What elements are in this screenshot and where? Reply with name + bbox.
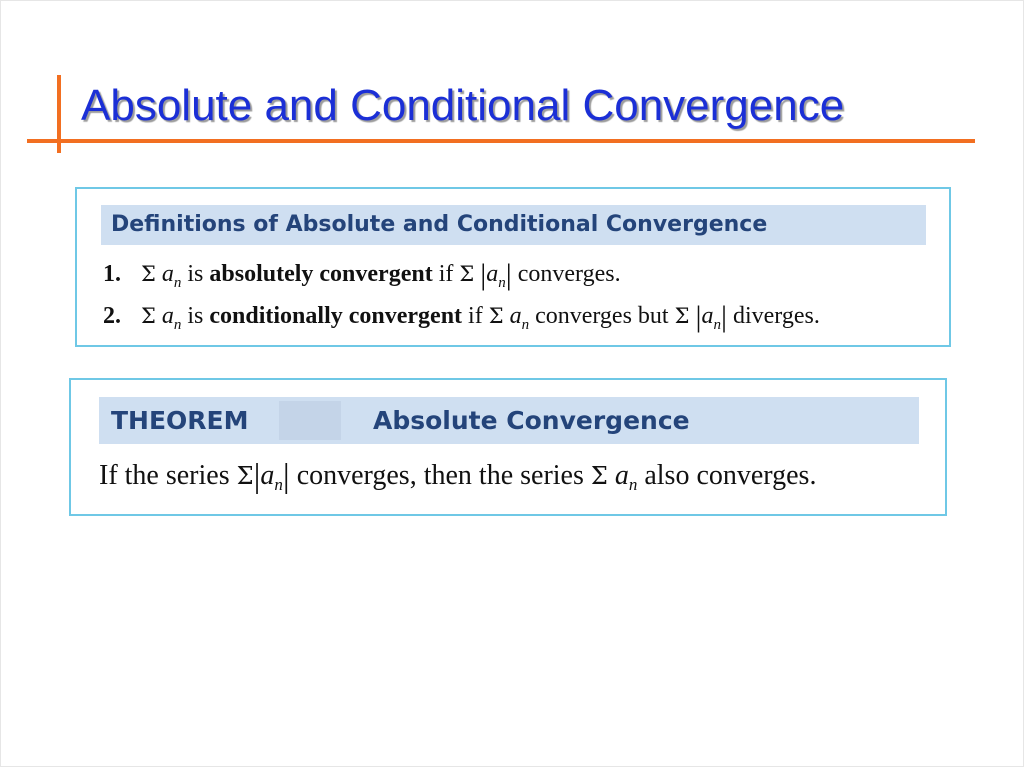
abs-bar-left: | xyxy=(695,300,702,333)
definition-tail: converges. xyxy=(517,261,621,287)
subscript: n xyxy=(173,317,182,333)
title-accent-horizontal-line xyxy=(27,139,975,143)
sigma-symbol: Σ xyxy=(236,462,254,490)
series-term: a xyxy=(509,303,522,329)
abs-bar-right: | xyxy=(282,458,290,495)
series-term: a xyxy=(161,303,174,329)
theorem-header xyxy=(99,397,919,444)
subscript: n xyxy=(713,317,721,333)
series-term: a xyxy=(260,460,275,491)
theorem-box xyxy=(69,378,947,516)
word-is: is xyxy=(187,303,204,329)
series-term: a xyxy=(161,261,174,287)
sigma-symbol: Σ xyxy=(590,462,608,490)
word-if: if xyxy=(438,261,454,287)
sigma-symbol: Σ xyxy=(459,262,475,286)
item-number: 2. xyxy=(103,303,121,329)
subscript: n xyxy=(521,317,530,333)
definitions-box xyxy=(75,187,951,347)
definitions-header: Definitions of Absolute and Conditional Convergence xyxy=(101,205,926,245)
word-if: if xyxy=(468,303,483,329)
definition-term: conditionally convergent xyxy=(209,303,463,329)
abs-bar-right: | xyxy=(505,258,512,291)
abs-bar-left: | xyxy=(253,458,261,495)
sigma-symbol: Σ xyxy=(141,262,156,286)
subscript: n xyxy=(173,275,182,291)
definition-item-1 xyxy=(103,259,621,289)
sigma-symbol: Σ xyxy=(488,304,504,328)
theorem-text-mid: converges, then the series xyxy=(296,460,584,491)
sigma-symbol: Σ xyxy=(141,304,156,328)
definition-item-2 xyxy=(103,301,820,331)
theorem-text-end: also converges. xyxy=(644,460,817,491)
abs-bar-right: | xyxy=(720,300,727,333)
subscript: n xyxy=(274,475,283,494)
definition-tail: diverges. xyxy=(732,303,820,329)
theorem-statement xyxy=(99,459,816,493)
series-term: a xyxy=(701,303,714,329)
slide-title: Absolute and Conditional Convergence xyxy=(81,81,845,130)
definition-term: absolutely convergent xyxy=(209,261,433,287)
subscript: n xyxy=(498,275,506,291)
word-is: is xyxy=(187,261,204,287)
theorem-name: Absolute Convergence xyxy=(373,406,690,435)
theorem-text-start: If the series xyxy=(99,460,230,491)
series-term: a xyxy=(486,261,499,287)
theorem-tag: THEOREM xyxy=(111,406,249,435)
sigma-symbol: Σ xyxy=(674,304,690,328)
theorem-header-spacer xyxy=(279,401,341,440)
abs-bar-left: | xyxy=(480,258,487,291)
subscript: n xyxy=(628,475,638,494)
series-term: a xyxy=(614,460,629,491)
item-number: 1. xyxy=(103,261,121,287)
definition-middle: converges but xyxy=(535,303,669,329)
